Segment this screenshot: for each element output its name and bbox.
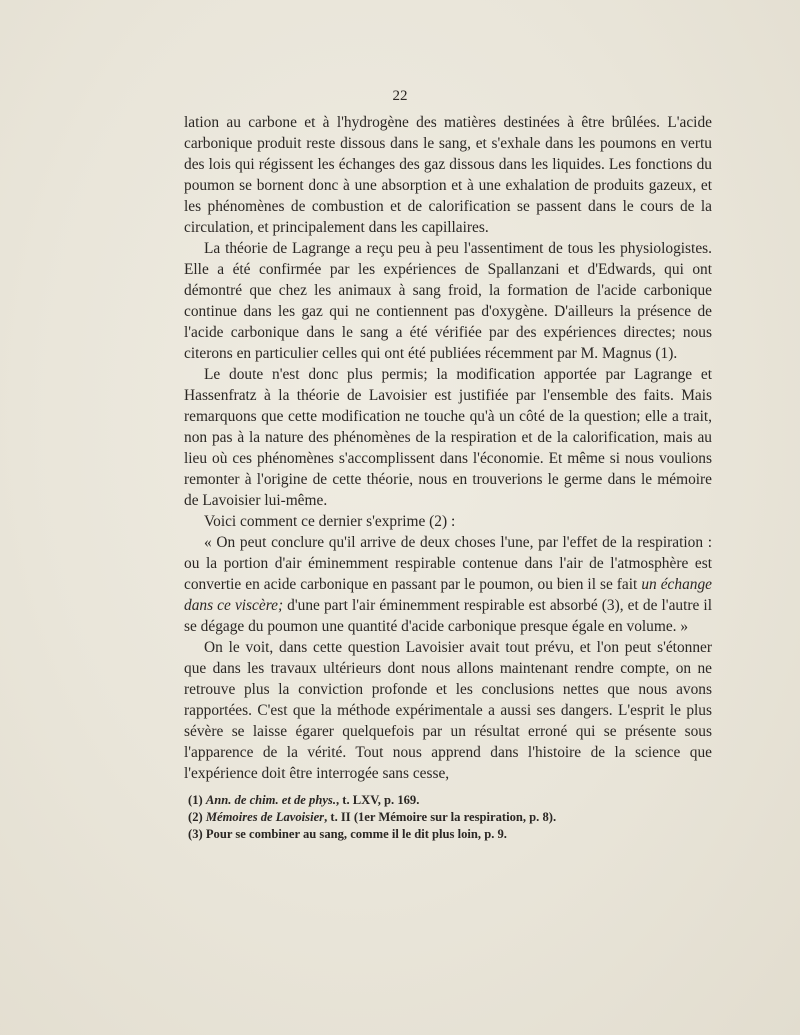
- footnote-source: Mémoires de Lavoisier: [205, 810, 325, 824]
- paragraph-1: lation au carbone et à l'hydrogène des matières destinées à être brûlées. L'acide carbonique produit reste dissous dans le sang, et s'exhale dans les poumons en vertu des lois qui régissent les échanges des gaz dissous dans les liquides. Les fonctions du poumon se bornent donc à une absorption et à une exhalation de produits gazeux, et les phénomènes de combustion et de calorification se passent dans le cours de la circulation, et principalement dans les capillaires.: [184, 114, 712, 236]
- footnote-2: [188, 809, 708, 826]
- paragraph-3: Le doute n'est donc plus permis; la modification apportée par Lagrange et Hassenfratz à la théorie de Lavoisier est justifiée par l'ensemble des faits. Mais remarquons que cette modification ne touche qu'à un côté de la question; elle a trait, non pas à la nature des phénomènes de la respiration et de la calorification, mais au lieu où ces phénomènes s'accomplissent dans l'économie. Et même si nous voulions remonter à l'origine de cette théorie, nous en trouverions le germe dans le mémoire de Lavoisier lui-même.: [184, 366, 712, 509]
- quote-text-before: « On peut conclure qu'il arrive de deux choses l'une, par l'effet de la respiration : ou la portion d'air éminemment respirable contenue dans l'air de l'atmosphère est convertie en acide carbonique en passant par le poumon, ou bien il se fait: [184, 534, 712, 593]
- paragraph-2: La théorie de Lagrange a reçu peu à peu l'assentiment de tous les physiologistes. Elle a été confirmée par les expériences de Spallanzani et d'Edwards, qui ont démontré que chez les animaux à sang froid, la formation de l'acide carbonique continue dans les gaz qui ne contiennent pas d'oxygène. D'ailleurs la présence de l'acide carbonique dans le sang a été vérifiée par des expériences directes; nous citerons en particulier celles qui ont été publiées récemment par M. Magnus (1).: [184, 240, 712, 362]
- footnote-detail: , t. II (1er Mémoire sur la respiration, p. 8).: [324, 810, 557, 824]
- footnote-3: [188, 826, 708, 843]
- footnote-number: (3): [188, 827, 203, 841]
- footnote-detail: , t. LXV, p. 169.: [335, 793, 420, 807]
- footnote-number: (1): [188, 793, 203, 807]
- body-text: [184, 112, 712, 784]
- footnote-source: Ann. de chim. et de phys.: [205, 793, 336, 807]
- quote-text-italic: un échange dans ce viscère;: [184, 576, 712, 614]
- quote-text-after: d'une part l'air éminemment respirable est absorbé (3), et de l'autre il se dégage du poumon une quantité d'acide carbonique presque égale en volume. »: [184, 597, 712, 635]
- page-number: 22: [392, 88, 408, 104]
- paragraph-6: On le voit, dans cette question Lavoisier avait tout prévu, et l'on peut s'étonner que dans les travaux ultérieurs dont nous allons maintenant rendre compte, on ne retrouve plus la conviction profonde et les conclusions nettes que nous avons rapportées. C'est que la méthode expérimentale a aussi ses dangers. L'esprit le plus sévère se laisse égarer quelquefois par un résultat erroné qui se présente sous l'apparence de la vérité. Tout nous apprend dans l'histoire de la science que l'expérience doit être interrogée sans cesse,: [184, 639, 712, 782]
- footnote-detail: Pour se combiner au sang, comme il le dit plus loin, p. 9.: [205, 827, 507, 841]
- footnote-1: [188, 792, 708, 809]
- paragraph-5-quote: [184, 532, 712, 637]
- footnotes: [188, 792, 708, 843]
- footnote-number: (2): [188, 810, 203, 824]
- paragraph-4: Voici comment ce dernier s'exprime (2) :: [204, 513, 456, 530]
